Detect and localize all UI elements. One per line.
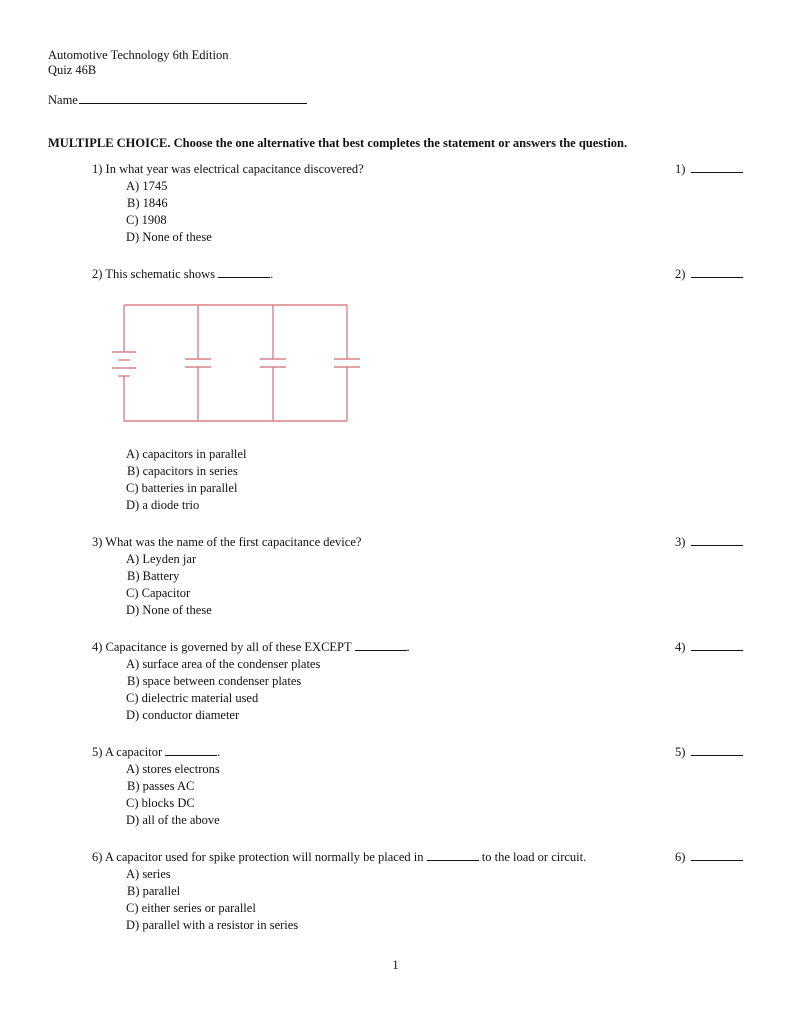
name-label: Name <box>48 93 78 107</box>
answer-number: 5) <box>675 745 686 759</box>
answer-blank[interactable] <box>691 534 743 546</box>
options-list <box>126 551 361 619</box>
option-c: C) either series or parallel <box>126 901 256 915</box>
parallel-capacitor-schematic <box>108 298 368 428</box>
stem-text-end: . <box>270 267 274 281</box>
stem-text-end: . <box>406 640 410 654</box>
stem-text: 2) This schematic shows <box>92 267 219 281</box>
option-c: C) Capacitor <box>126 586 191 600</box>
answer-slot-4 <box>675 639 743 656</box>
question-stem <box>92 744 220 761</box>
inline-blank <box>165 745 217 756</box>
options-list <box>126 656 410 724</box>
question-stem: 3) What was the name of the first capacitance device? <box>92 535 362 549</box>
answer-slot-2 <box>675 266 743 283</box>
option-a: A) Leyden jar <box>126 552 197 566</box>
option-d: D) None of these <box>126 603 212 617</box>
question-stem: 1) In what year was electrical capacitance discovered? <box>92 162 364 176</box>
options-list <box>126 761 220 829</box>
stem-text: 5) A capacitor <box>92 745 166 759</box>
option-a: A) capacitors in parallel <box>126 447 247 461</box>
option-a: A) surface area of the condenser plates <box>126 657 321 671</box>
question-stem <box>92 849 586 866</box>
inline-blank <box>427 850 479 861</box>
question-stem <box>92 266 273 283</box>
option-a: A) stores electrons <box>126 762 220 776</box>
option-a: A) 1745 <box>126 179 168 193</box>
instructions: MULTIPLE CHOICE. Choose the one alternative that best completes the statement or answers the question. <box>48 136 628 150</box>
option-d: D) parallel with a resistor in series <box>126 918 299 932</box>
question-2-options <box>92 446 246 514</box>
question-stem <box>92 639 410 656</box>
answer-number: 3) <box>675 535 686 549</box>
answer-slot-6 <box>675 849 743 866</box>
question-4 <box>92 639 410 724</box>
option-b: B) passes AC <box>127 779 195 793</box>
question-6 <box>92 849 586 934</box>
inline-blank <box>355 640 407 651</box>
page-number: 1 <box>392 958 399 972</box>
answer-number: 6) <box>675 850 686 864</box>
answer-slot-3 <box>675 534 743 551</box>
options-list <box>126 866 586 934</box>
option-d: D) None of these <box>126 230 212 244</box>
answer-slot-1 <box>675 161 743 178</box>
options-list <box>126 178 364 246</box>
option-d: D) a diode trio <box>126 498 200 512</box>
question-2 <box>92 266 273 283</box>
answer-number: 1) <box>675 162 686 176</box>
question-3 <box>92 534 361 619</box>
option-b: B) space between condenser plates <box>127 674 302 688</box>
option-b: B) parallel <box>127 884 181 898</box>
option-c: C) 1908 <box>126 213 167 227</box>
option-d: D) all of the above <box>126 813 220 827</box>
stem-text-end: to the load or circuit. <box>478 850 587 864</box>
option-c: C) batteries in parallel <box>126 481 238 495</box>
option-c: C) dielectric material used <box>126 691 259 705</box>
quiz-title: Quiz 46B <box>48 63 97 77</box>
answer-blank[interactable] <box>691 161 743 173</box>
stem-text: 4) Capacitance is governed by all of these EXCEPT <box>92 640 355 654</box>
name-field[interactable] <box>79 92 307 104</box>
book-title: Automotive Technology 6th Edition <box>48 48 229 62</box>
option-a: A) series <box>126 867 171 881</box>
question-1 <box>92 161 364 246</box>
answer-blank[interactable] <box>691 266 743 278</box>
answer-number: 2) <box>675 267 686 281</box>
answer-number: 4) <box>675 640 686 654</box>
stem-text: 6) A capacitor used for spike protection will normally be placed in <box>92 850 427 864</box>
option-c: C) blocks DC <box>126 796 195 810</box>
name-field-row <box>48 92 307 108</box>
option-b: B) Battery <box>127 569 180 583</box>
inline-blank <box>218 267 270 278</box>
stem-text-end: . <box>217 745 221 759</box>
option-b: B) 1846 <box>127 196 168 210</box>
question-5 <box>92 744 220 829</box>
answer-slot-5 <box>675 744 743 761</box>
answer-blank[interactable] <box>691 744 743 756</box>
answer-blank[interactable] <box>691 639 743 651</box>
answer-blank[interactable] <box>691 849 743 861</box>
option-b: B) capacitors in series <box>127 464 238 478</box>
option-d: D) conductor diameter <box>126 708 240 722</box>
options-list <box>126 446 246 514</box>
